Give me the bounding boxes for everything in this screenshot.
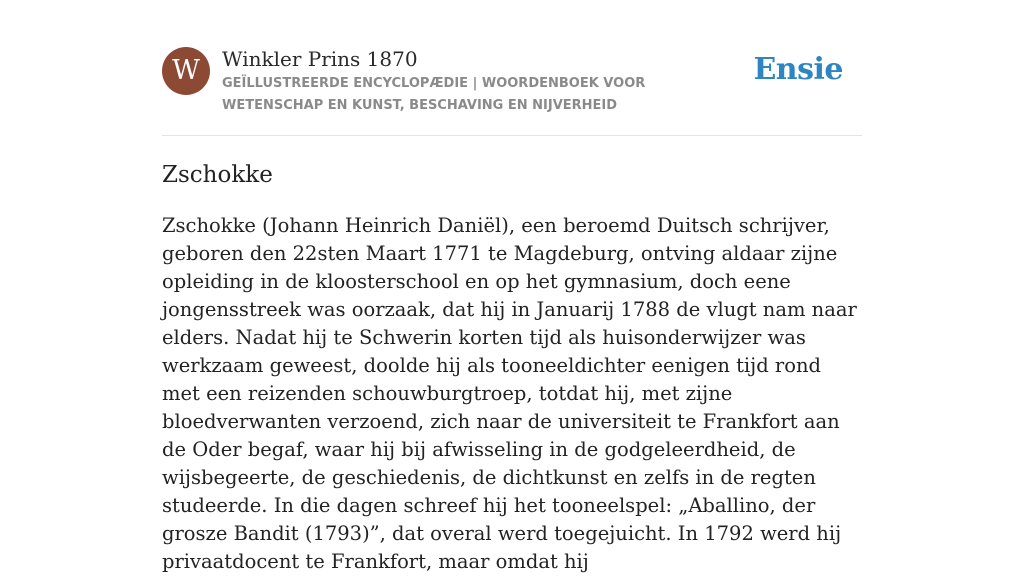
header-divider	[162, 135, 862, 136]
entry-body: Zschokke (Johann Heinrich Daniël), een beroemd Duitsch schrijver, geboren den 22sten Maart 1771 te Magdeburg, ontving aldaar zijne opleiding in de kloosterschool en op het gymnasium, doch eene jongensstreek was oorzaak, dat hij in Januarij 1788 de vlugt nam naar elders. Nadat hij te Schwerin korten tijd als huisonderwijzer was werkzaam geweest, doolde hij als tooneeldichter eenigen tijd rond met een reizenden schouwburgtroep, totdat hij, met zijne bloedverwanten verzoend, zich naar de universiteit te Frankfort aan de Oder begaf, waar hij bij afwisseling in de godgeleerdheid, de wijsbegeerte, de geschiedenis, de dichtkunst en zelfs in de regten studeerde. In die dagen schreef hij het tooneelspel: „Aballino, der grosze Bandit (1793)”, dat overal werd toegejuicht. In 1792 werd hij privaatdocent te Frankfort, maar omdat hij	[162, 214, 857, 573]
source-avatar[interactable]: W	[162, 47, 210, 95]
ensie-logo[interactable]: Ensie	[753, 52, 843, 87]
source-subtitle: GEÏLLUSTREERDE ENCYCLOPÆDIE | WOORDENBOEK VOOR WETENSCHAP EN KUNST, BESCHAVING EN NIJVERHEID	[222, 76, 646, 113]
source-header	[162, 47, 862, 117]
entry-title: Zschokke	[162, 162, 273, 188]
source-title[interactable]: Winkler Prins 1870	[222, 47, 418, 71]
